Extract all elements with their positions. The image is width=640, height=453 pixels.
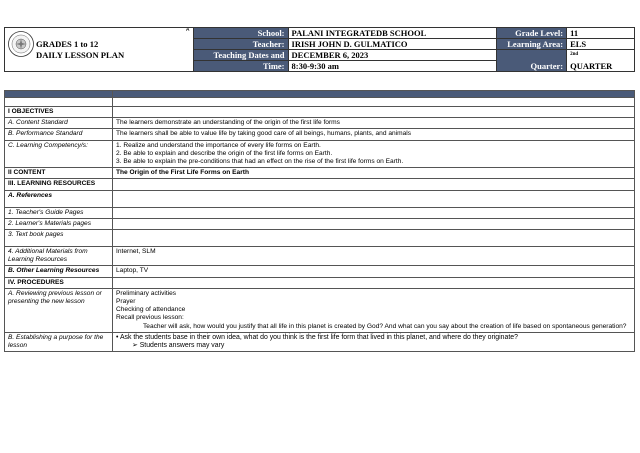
quarter-label-spacer — [497, 50, 567, 61]
teacher-label: Teacher: — [193, 39, 288, 50]
objectives-label: I OBJECTIVES — [5, 107, 113, 118]
dates-value: DECEMBER 6, 2023 — [288, 50, 497, 61]
resources-label: III. LEARNING RESOURCES — [5, 179, 113, 190]
review-content — [113, 288, 635, 332]
references-label: A. References — [5, 190, 113, 207]
procedures-label: IV. PROCEDURES — [5, 277, 113, 288]
content-standard: The learners demonstrate an understanding of the origin of the first life forms — [113, 118, 635, 129]
lesson-table — [4, 90, 635, 352]
school-label: School: — [193, 28, 288, 39]
quarter-label: Quarter: — [497, 61, 567, 72]
other-resources-label: B. Other Learning Resources — [5, 266, 113, 277]
quarter-value-top: 2nd — [567, 50, 635, 61]
learning-area-value: ELS — [567, 39, 635, 50]
review-line-5: Teacher will ask, how would you justify that all life in this planet is created by God? And what can you say about the creation of life based on spontaneous generation? — [143, 322, 627, 330]
quarter-value: QUARTER — [567, 61, 635, 72]
teachers-guide-label: 1. Teacher's Guide Pages — [5, 207, 113, 218]
header-table — [4, 27, 635, 72]
textbook-label: 3. Text book pages — [5, 230, 113, 247]
title-line-2: DAILY LESSON PLAN — [36, 49, 125, 60]
school-value: PALANI INTEGRATEDB SCHOOL — [288, 28, 497, 39]
performance-standard: The learners shall be able to value life by taking good care of all beings, humans, plants, and animals — [113, 129, 635, 140]
competency-label: C. Learning Competency/s: — [5, 140, 113, 168]
performance-standard-label: B. Performance Standard — [5, 129, 113, 140]
content-value: The Origin of the First Life Forms on Earth — [113, 168, 635, 179]
dates-label: Teaching Dates and — [193, 50, 288, 61]
teacher-value: IRISH JOHN D. GULMATICO — [288, 39, 497, 50]
header-bar — [5, 91, 635, 98]
content-label: II CONTENT — [5, 168, 113, 179]
competency-1: 1. Realize and understand the importance of every life forms on Earth. — [116, 141, 321, 149]
time-label: Time: — [193, 61, 288, 72]
content-standard-label: A. Content Standard — [5, 118, 113, 129]
learning-area-label: Learning Area: — [497, 39, 567, 50]
competency-3: 3. Be able to explain the pre-conditions that had an effect on the rise of the first life forms on Earth. — [116, 158, 404, 166]
grade-value: 11 — [567, 28, 635, 39]
grade-label: Grade Level: — [497, 28, 567, 39]
purpose-label: B. Establishing a purpose for the lesson — [5, 332, 113, 351]
additional-materials-label: 4. Additional Materials from Learning Resources — [5, 247, 113, 266]
other-resources: Laptop, TV — [113, 266, 635, 277]
competencies — [113, 140, 635, 168]
review-line-1: Preliminary activities — [116, 289, 177, 297]
purpose-content — [113, 332, 635, 351]
time-value: 8:30-9:30 am — [288, 61, 497, 72]
purpose-line-1: • Ask the students base in their own idea, what do you think is the first life form that lived in this planet, and where do they originate? — [116, 333, 518, 341]
review-label: A. Reviewing previous lesson or presenting the new lesson — [5, 288, 113, 332]
title-line-1: GRADES 1 to 12 — [36, 38, 99, 49]
review-line-3: Checking of attendance — [116, 306, 186, 314]
top-mark: A — [186, 27, 190, 33]
deped-seal-icon — [8, 31, 34, 57]
review-line-2: Prayer — [116, 298, 136, 306]
review-line-4: Recall previous lesson: — [116, 314, 184, 322]
additional-materials: Internet, SLM — [113, 247, 635, 266]
purpose-line-2: ➢ Students answers may vary — [132, 342, 225, 350]
learners-materials-label: 2. Learner's Materials pages — [5, 218, 113, 229]
competency-2: 2. Be able to explain and describe the origin of the first life forms on Earth. — [116, 149, 333, 157]
